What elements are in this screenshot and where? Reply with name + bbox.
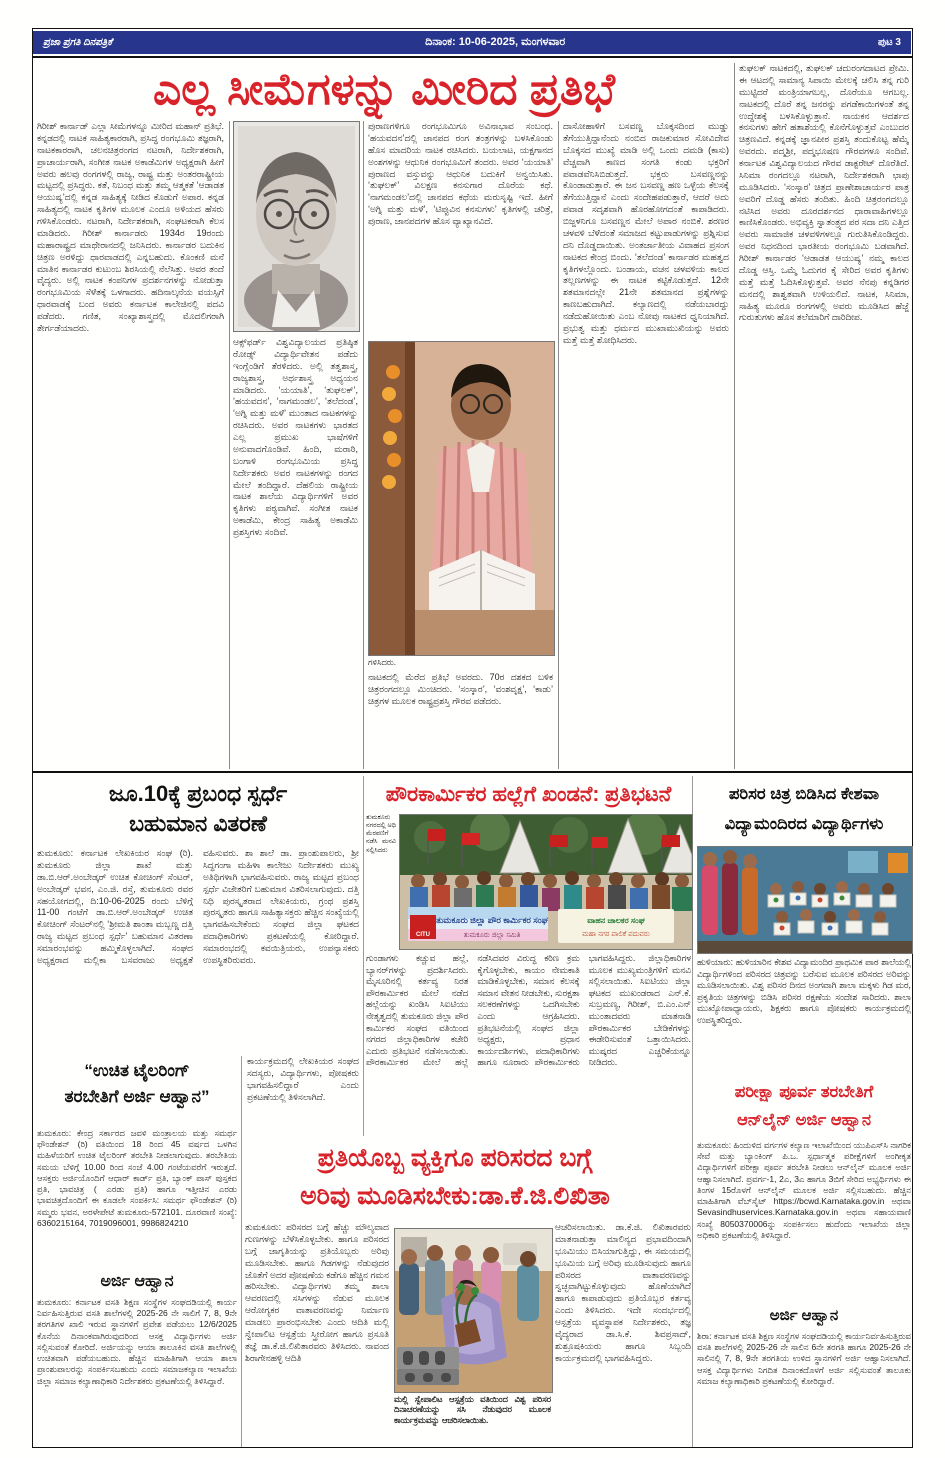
- frame-bottom-rule: [32, 1447, 913, 1448]
- protest-photo: [399, 814, 693, 950]
- application-left-body: ತುಮಕೂರು: ಕರ್ನಾಟಕ ವಸತಿ ಶಿಕ್ಷಣ ಸಂಸ್ಥೆಗಳ ಸಂಘದಡಿಯಲ್ಲಿ ಕಾರ್ಯ ನಿರ್ವಹಿಸುತ್ತಿರುವ ವಸತಿ ಶಾಲೆಗಳಲ್ಲಿ 2025-26 ನೇ ಸಾಲಿಗೆ 7, 8, 9ನೇ ತರಗತಿಗಳ ಖಾಲಿ ಇರುವ ಸ್ಥಾನಗಳಿಗೆ ಪ್ರವೇಶ ಪಡೆಯಲು 12/6/2025 ಕೊನೆಯ ದಿನಾಂಕವಾಗಿರುವುದರಿಂದ ಆಸಕ್ತ ವಿದ್ಯಾರ್ಥಿಗಳು ಅರ್ಜಿ ಸಲ್ಲಿಸುವಂತೆ ಕೋರಿದೆ. ಅರ್ಜಿಯನ್ನು ಆಯಾ ತಾಲೂಕಿನ ವಸತಿ ಶಾಲೆಗಳಲ್ಲಿ ಉಚಿತವಾಗಿ ಪಡೆಯಬಹುದು. ಹೆಚ್ಚಿನ ಮಾಹಿತಿಗಾಗಿ ಆಯಾ ಶಾಲಾ ಪ್ರಾಂಶುಪಾಲರನ್ನು ಸಂಪರ್ಕಿಸಬಹುದು ಎಂದು ಸಮಾಜಕಲ್ಯಾಣ ಇಲಾಖೆಯ ಜಿಲ್ಲಾ ಸಮಾಜ ಕಲ್ಯಾಣಾಧಿಕಾರಿ ನಿರ್ದೇಶಕರು ಪ್ರಕಟಣೆಯಲ್ಲಿ ತಿಳಿಸಿದ್ದಾರೆ.: [37, 1297, 237, 1386]
- tailoring-headline-line1: “ಉಚಿತ ಟೈಲರಿಂಗ್: [84, 1061, 190, 1080]
- application-right-headline: ಅರ್ಜಿ ಆಹ್ವಾನ: [769, 1307, 839, 1324]
- essay-story-body: ತುಮಕೂರು: ಕರ್ನಾಟಕ ಲೇಖಕಿಯರ ಸಂಘ (ರಿ). ತುಮಕೂರು ಜಿಲ್ಲಾ ಶಾಖೆ ಮತ್ತು ಡಾ.ಬಿ.ಆರ್.ಅಂಬೇಡ್ಕರ್ ಉಚಿತ ಕೋಚಿಂಗ್ ಸೆಂಟರ್, ಅಂಬೇಡ್ಕರ್ ಭವನ, ಎಂ.ಜಿ. ರಸ್ತೆ, ತುಮಕೂರು ರವರ ಸಹಯೋಗದಲ್ಲಿ, ದಿ:10-06-2025 ರಂದು ಬೆಳಿಗ್ಗೆ 11-00 ಗಂಟೆಗೆ ಡಾ.ಬಿ.ಆರ್.ಅಂಬೇಡ್ಕರ್ ಉಚಿತ ಕೋಚಿಂಗ್ ಸೆಂಟರ್‌ನಲ್ಲಿ ‘ಶ್ರೀಮತಿ ಶಾಂತಾ ಮಬ್ಬಣ್ಣ ದತ್ತಿ ರಾಜ್ಯ ಮಟ್ಟದ ಪ್ರಬಂಧ ಸ್ಪರ್ಧೆ’ ಬಹುಮಾನ ವಿತರಣಾ ಸಮಾರಂಭವನ್ನು ಹಮ್ಮಿಕೊಳ್ಳಲಾಗಿದೆ. ಸಂಘದ ಅಧ್ಯಕ್ಷರಾದ ಮಲ್ಲಿಕಾ ಬಸವರಾಜು ಅಧ್ಯಕ್ಷತೆ ವಹಿಸುವರು. ಶಾ ಶಾಲೆ ಡಾ. ಪ್ರಾಂಶುಪಾಲರು, ಶ್ರೀ ಸಿದ್ಧಗಂಗಾ ಮಹಿಳಾ ಕಾಲೇಜು ನಿರ್ದೇಶಕರು ಮುಖ್ಯ ಅತಿಥಿಗಳಾಗಿ ಭಾಗವಹಿಸುವರು. ರಾಜ್ಯ ಮಟ್ಟದ ಪ್ರಬಂಧ ಸ್ಪರ್ಧೆ ವಿಜೇತರಿಗೆ ಬಹುಮಾನ ವಿತರಿಸಲಾಗುವುದು. ದತ್ತಿ ನಿಧಿ ಪುರಸ್ಕೃತರಾದ ಲೇಖಕಿಯರು, ಗ್ರಂಥ ಪ್ರಶಸ್ತಿ ಪುರಸ್ಕೃತರು ಹಾಗೂ ಸಾಹಿತ್ಯಾಸಕ್ತರು ಹೆಚ್ಚಿನ ಸಂಖ್ಯೆಯಲ್ಲಿ ಭಾಗವಹಿಸಬೇಕೆಂದು ಸಂಘದ ಜಿಲ್ಲಾ ಘಟಕದ ಪದಾಧಿಕಾರಿಗಳು ಪ್ರಕಟಣೆಯಲ್ಲಿ ಕೋರಿದ್ದಾರೆ. ಸಮಾರಂಭದಲ್ಲಿ ಕವಯಿತ್ರಿಯರು, ಉಪನ್ಯಾಸಕರು ಉಪಸ್ಥಿತರಿರುವರು.: [37, 848, 359, 965]
- environment-headline-line1: ಪ್ರತಿಯೊಬ್ಬ ವ್ಯಕ್ತಿಗೂ ಪರಿಸರದ ಬಗ್ಗೆ: [317, 1144, 593, 1172]
- keshava-story-body: ಹುಳಿಯಾರು: ಹುಳಿಯಾರಿನ ಕೇಶವ ವಿದ್ಯಾಮಂದಿರ ಪ್ರಾಥಮಿಕ ಪಾಠ ಶಾಲೆಯಲ್ಲಿ ವಿದ್ಯಾರ್ಥಿಗಳಿಂದ ಪರಿಸರದ ಚಿತ್ರವನ್ನು ಬರೆಸುವ ಮೂಲಕ ಪರಿಸರದ ಅರಿವನ್ನು ಮೂಡಿಸಲಾಯಿತು. ವಿಶ್ವ ಪರಿಸರ ದಿನದ ಅಂಗವಾಗಿ ಶಾಲಾ ಮಕ್ಕಳು ಗಿಡ ಮರ, ಪ್ರಕೃತಿಯ ಚಿತ್ರಗಳನ್ನು ಬಿಡಿಸಿ ಪರಿಸರ ರಕ್ಷಣೆಯ ಸಂದೇಶ ಸಾರಿದರು. ಶಾಲಾ ಮುಖ್ಯೋಪಾಧ್ಯಾಯರು, ಶಿಕ್ಷಕರು ಹಾಗೂ ಪೋಷಕರು ಕಾರ್ಯಕ್ರಮದಲ್ಲಿ ಉಪಸ್ಥಿತರಿದ್ದರು.: [697, 957, 911, 1026]
- main-headline: ಎಲ್ಲ ಸೀಮೆಗಳನ್ನು ಮೀರಿದ ಪ್ರತಿಭೆ: [152, 65, 616, 114]
- man-reading-photo: [368, 341, 555, 656]
- exam-headline-line2: ಆನ್‌ಲೈನ್ ಅರ್ಜಿ ಆಹ್ವಾನ: [736, 1111, 871, 1130]
- column-divider: [734, 63, 735, 769]
- application-right-body: ಶಿರಾ: ಕರ್ನಾಟಕ ವಸತಿ ಶಿಕ್ಷಣ ಸಂಸ್ಥೆಗಳ ಸಂಘದಡಿಯಲ್ಲಿ ಕಾರ್ಯನಿರ್ವಹಿಸುತ್ತಿರುವ ವಸತಿ ಶಾಲೆಗಳಲ್ಲಿ 2025-26 ನೇ ಸಾಲಿನ 6ನೇ ತರಗತಿ ಹಾಗೂ 2025-26 ನೇ ಸಾಲಿನಲ್ಲಿ 7, 8, 9ನೇ ತರಗತಿಯ ಉಳಿದ ಸ್ಥಾನಗಳಿಗೆ ಅರ್ಜಿ ಆಹ್ವಾನಿಸಲಾಗಿದೆ. ಆಸಕ್ತ ವಿದ್ಯಾರ್ಥಿಗಳು ನಿಗದಿತ ದಿನಾಂಕದೊಳಗೆ ಅರ್ಜಿ ಸಲ್ಲಿಸುವಂತೆ ತಾಲೂಕು ಸಮಾಜ ಕಲ್ಯಾಣಾಧಿಕಾರಿ ಪ್ರಕಟಣೆಯಲ್ಲಿ ಕೋರಿದ್ದಾರೆ.: [697, 1331, 911, 1386]
- protest-banner1-sub-text: ತುಮಕೂರು ಜಿಲ್ಲಾ ಸಮಿತಿ: [463, 932, 521, 939]
- page-number: ಪುಟ 3: [877, 37, 901, 48]
- planting-photo-caption: ಮಲ್ಲಿ ಸ್ವೇಪಾಲಿಟ ಆಸ್ಪತ್ರೆಯ ವತಿಯಿಂದ ವಿಶ್ವ ಪರಿಸರ ದಿನಾಚರಣೆಯನ್ನು ಸಸಿ ನೆಡುವುದರ ಮೂಲಕ ಕಾರ್ಯಕ್ರಮವನ್ನು ಆಚರಿಸಲಾಯಿತು.: [394, 1394, 551, 1425]
- section-divider-rule: [32, 771, 913, 773]
- column-divider: [558, 121, 559, 769]
- tailoring-story-body: ತುಮಕೂರು: ಕೇಂದ್ರ ಸರ್ಕಾರದ ಜವಳಿ ಮಂತ್ರಾಲಯ ಮತ್ತು ಸಮರ್ಥ ಫೌಂಡೇಶನ್ (ರಿ) ವತಿಯಿಂದ 18 ರಿಂದ 45 ವರ್ಷದ ಒಳಗಿನ ಮಹಿಳೆಯರಿಗೆ ಉಚಿತ ಟೈಲರಿಂಗ್ ತರಬೇತಿ ನೀಡಲಾಗುವುದು. ತರಬೇತಿಯ ಸಮಯ ಬೆಳಿಗ್ಗೆ 10.00 ರಿಂದ ಸಂಜೆ 4.00 ಗಂಟೆಯವರೆಗೆ ಇರುತ್ತದೆ. ಆಸಕ್ತರು ಅರ್ಜಿಯೊಂದಿಗೆ ಆಧಾರ್ ಕಾರ್ಡ್ ಪ್ರತಿ, ಬ್ಯಾಂಕ್ ಪಾಸ್ ಪುಸ್ತಕದ ಪ್ರತಿ, ಭಾವಚಿತ್ರ ( ಎರಡು ಪ್ರತಿ) ಹಾಗೂ ಇತ್ತೀಚಿನ ಎರಡು ಭಾವಚಿತ್ರದೊಂದಿಗೆ ಈ ಕೂಡಲೇ ಸಂಪರ್ಕಿಸಿ: ಸಮರ್ಥ ಫೌಂಡೇಶನ್ (ರಿ) ಸಮ್ಮರು ಭವನ, ಅರಳೇಪೇಟೆ ತುಮಕೂರು-572101. ದೂರವಾಣಿ ಸಂಖ್ಯೆ: 6360215164, 7019096001, 9986824210: [37, 1128, 237, 1228]
- date-line: ದಿನಾಂಕ: 10-06-2025, ಮಂಗಳವಾರ: [425, 36, 566, 48]
- exam-story-body: ತುಮಕೂರು: ಹಿಂದುಳಿದ ವರ್ಗಗಳ ಕಲ್ಯಾಣ ಇಲಾಖೆಯಿಂದ ಯುಪಿಎಸ್‌ಸಿ ನಾಗರಿಕ ಸೇವೆ ಮತ್ತು ಬ್ಯಾಂಕಿಂಗ್ ಪಿ.ಒ. ಸ್ಪರ್ಧಾತ್ಮಕ ಪರೀಕ್ಷೆಗಳಿಗೆ ಅಂಗೀಕೃತ ವಿದ್ಯಾರ್ಥಿಗಳಿಗೆ ಪರೀಕ್ಷಾ ಪೂರ್ವ ತರಬೇತಿ ನೀಡಲು ಆನ್‌ಲೈನ್ ಮೂಲಕ ಅರ್ಜಿ ಆಹ್ವಾನಿಸಲಾಗಿದೆ. ಪ್ರವರ್ಗ-1, 2ಎ, 3ಎ ಹಾಗೂ 3ಬಿಗೆ ಸೇರಿದ ಅಭ್ಯರ್ಥಿಗಳು ಈ ತಿಂಗಳ 15ರೊಳಗೆ ಆನ್‌ಲೈನ್ ಮೂಲಕ ಅರ್ಜಿ ಸಲ್ಲಿಸಬಹುದು. ಹೆಚ್ಚಿನ ಮಾಹಿತಿಗಾಗಿ ವೆಬ್‌ಸೈಟ್ https://bcwd.Karnataka.gov.in ಅಥವಾ Sevasindhuservices.Karnataka.gov.in ಅಥವಾ ಸಹಾಯವಾಣಿ ಸಂಖ್ಯೆ 8050370006ನ್ನು ಸಂಪರ್ಕಿಸಲು ಹುದೆಂದು ಇಲಾಖೆಯ ಜಿಲ್ಲಾ ಅಧಿಕಾರಿ ಪ್ರಕಟಣೆಯಲ್ಲಿ ತಿಳಿಸಿದ್ದಾರೆ.: [697, 1140, 911, 1240]
- main-story-col3-top: ಪುರಾಣಗಳಿಗೂ ರಂಗಭೂಮಿಗೂ ಅವಿನಾಭಾವ ಸಂಬಂಧ. ‘ಹಯವದನ’ದಲ್ಲಿ ಜಾನಪದ ರಂಗ ತಂತ್ರಗಳನ್ನು ಬಳಸಿಕೊಂಡು ಹೊಸ ಮಾದರಿಯ ನಾಟಕ ರಚಿಸಿದರು. ಬಯಲಾಟ, ಯಕ್ಷಗಾನದ ಅಂಶಗಳನ್ನು ಆಧುನಿಕ ರಂಗಭೂಮಿಗೆ ತಂದರು. ಅವರ ‘ಯಯಾತಿ’ ಪುರಾಣದ ವಸ್ತುವನ್ನು ಆಧುನಿಕ ಬದುಕಿಗೆ ಅನ್ವಯಿಸಿತು. ‘ತುಘಲಕ್’ ವಿಲಕ್ಷಣ ಕನಸುಗಾರ ದೊರೆಯ ಕಥೆ. ‘ನಾಗಮಂಡಲ’ದಲ್ಲಿ ಜಾನಪದ ಕಥೆಯ ಮರುಸೃಷ್ಟಿ ಇದೆ. ಹೀಗೆ ‘ಅಗ್ನಿ ಮತ್ತು ಮಳೆ’, ‘ಟಿಪ್ಪುವಿನ ಕನಸುಗಳು’ ಕೃತಿಗಳಲ್ಲಿ ಚರಿತ್ರೆ, ಪುರಾಣ, ಜಾನಪದಗಳ ಹೊಸ ವ್ಯಾಖ್ಯಾನವಿದೆ.: [368, 121, 553, 226]
- column-divider: [363, 121, 364, 769]
- citu-logo-text: CITU: [416, 932, 430, 938]
- masthead-bottom-rule: [32, 56, 913, 58]
- protest-story-body: ಗುಂಡಾಗಳು ಕಚ್ಚುವ ಹಲ್ಲೆ, ಬ್ಯಾನರ್‌ಗಳನ್ನು ಪ್ರದರ್ಶಿಸಿದರು. ಮೈಸೂರಿನಲ್ಲಿ ಕರ್ತವ್ಯ ನಿರತ ಪೌರಕಾರ್ಮಿಕರ ಮೇಲೆ ನಡೆದ ಹಲ್ಲೆಯನ್ನು ಖಂಡಿಸಿ ಸಿಐಟಿಯು ನೇತೃತ್ವದಲ್ಲಿ ತುಮಕೂರು ಜಿಲ್ಲಾ ಪೌರ ಕಾರ್ಮಿಕರ ಸಂಘದ ವತಿಯಿಂದ ನಗರದ ಜಿಲ್ಲಾಧಿಕಾರಿಗಳ ಕಚೇರಿ ಎದುರು ಪ್ರತಿಭಟನೆ ನಡೆಸಲಾಯಿತು. ಪೌರಕಾರ್ಮಿಕರ ಮೇಲೆ ಹಲ್ಲೆ ನಡೆಸಿದವರ ವಿರುದ್ಧ ಕಠಿಣ ಕ್ರಮ ಕೈಗೊಳ್ಳಬೇಕು, ಕಾಯಂ ನೇಮಕಾತಿ ಮಾಡಿಕೊಳ್ಳಬೇಕು, ಸಮಾನ ಕೆಲಸಕ್ಕೆ ಸಮಾನ ವೇತನ ನೀಡಬೇಕು, ಸುರಕ್ಷತಾ ಸಲಕರಣೆಗಳನ್ನು ಒದಗಿಸಬೇಕು ಎಂದು ಆಗ್ರಹಿಸಿದರು. ಪ್ರತಿಭಟನೆಯಲ್ಲಿ ಸಂಘದ ಜಿಲ್ಲಾ ಅಧ್ಯಕ್ಷರು, ಪ್ರಧಾನ ಕಾರ್ಯದರ್ಶಿಗಳು, ಪದಾಧಿಕಾರಿಗಳು ಹಾಗೂ ನೂರಾರು ಪೌರಕಾರ್ಮಿಕರು ಭಾಗವಹಿಸಿದ್ದರು. ಜಿಲ್ಲಾಧಿಕಾರಿಗಳ ಮೂಲಕ ಮುಖ್ಯಮಂತ್ರಿಗಳಿಗೆ ಮನವಿ ಸಲ್ಲಿಸಲಾಯಿತು. ಸಿಐಟಿಯು ಜಿಲ್ಲಾ ಘಟಕದ ಮುಖಂಡರಾದ ಎನ್.ಕೆ. ಸುಬ್ರಮಣ್ಯ, ಗಿರೀಶ್, ಬಿ.ಎಂ.ಎನ್ ಮುಂತಾದವರು ಮಾತನಾಡಿ ಪೌರಕಾರ್ಮಿಕರ ಬೇಡಿಕೆಗಳನ್ನು ಈಡೇರಿಸುವಂತೆ ಒತ್ತಾಯಿಸಿದರು. ಮುಷ್ಕರದ ಎಚ್ಚರಿಕೆಯನ್ನೂ ನೀಡಿದರು.: [366, 953, 691, 1068]
- essay-headline-line1: ಜೂ.10ಕ್ಕೆ ಪ್ರಬಂಧ ಸ್ಪರ್ಧೆ: [108, 781, 288, 806]
- tree-planting-photo: [394, 1228, 553, 1393]
- students-drawing-photo: [697, 846, 913, 954]
- keshava-story-headline: [697, 780, 911, 842]
- environment-story-headline: [245, 1140, 665, 1218]
- main-story-col1: ಗಿರೀಶ್ ಕಾರ್ನಾಡ್ ಎಲ್ಲಾ ಸೀಮೆಗಳನ್ನೂ ಮೀರಿದ ಮಹಾನ್ ಪ್ರತಿಭೆ. ಕನ್ನಡದಲ್ಲಿ ನಾಟಕ ಸಾಹಿತ್ಯಕಾರರಾಗಿ, ಪ್ರಸಿದ್ಧ ರಂಗಭೂಮಿ ತಜ್ಞರಾಗಿ, ನಾಟಕಕಾರರಾಗಿ, ಚಲನಚಿತ್ರರಂಗದ ನಟರಾಗಿ, ನಿರ್ದೇಶಕರಾಗಿ, ಪ್ರಾಚಾರ್ಯರಾಗಿ, ಸಂಗೀತ ನಾಟಕ ಅಕಾಡೆಮಿಗಳ ಅಧ್ಯಕ್ಷರಾಗಿ ಹೀಗೆ ಅವರು ಹಲವು ರಂಗಗಳಲ್ಲಿ ರಾಜ್ಯ, ರಾಷ್ಟ್ರ ಮತ್ತು ಅಂತರರಾಷ್ಟ್ರೀಯ ಮಟ್ಟದಲ್ಲಿ ಪ್ರಸಿದ್ಧರು. ಕತೆ, ನಿಬಂಧ ಮತ್ತು ತಮ್ಮ ಆತ್ಮಕತೆ ‘ಆಡಾಡತ ಆಯುಷ್ಯ’ದಲ್ಲಿ ಕನ್ನಡ ಸಾಹಿತ್ಯಕ್ಕೆ ನೀಡಿದ ಕೊಡುಗೆ ಅಪಾರ. ಕನ್ನಡ ಸಾಹಿತ್ಯದಲ್ಲಿ ನಾಟಕ ಕೃತಿಗಳ ಮೂಲಕ ಎಂದೂ ಅಳಿಯದ ಹೆಸರು ಗಳಿಸಿಕೊಂಡರು. ನಟರಾಗಿ, ನಿರ್ದೇಶಕರಾಗಿ, ಸಂಘಟಕರಾಗಿ ಕೆಲಸ ಮಾಡಿದರು. ಗಿರೀಶ್ ಕಾರ್ನಾಡರು 1934ರ 19ರಂದು ಮಹಾರಾಷ್ಟ್ರದ ಮಾಥೇರಾನದಲ್ಲಿ ಜನಿಸಿದರು. ಕಾರ್ನಾಡರ ಬದುಕಿನ ಚಿತ್ರಣ ಅರಳಿದ್ದು ಧಾರವಾಡದಲ್ಲಿ ಎನ್ನಬಹುದು. ಕೊಂಕಣಿ ಮನೆ ಮಾತಿನ ಕಾರ್ನಾಡರ ಕುಟುಂಬ ಶಿರಸಿಯಲ್ಲಿ ನೆಲೆಸಿತ್ತು. ಅವರ ತಂದೆ ವೈದ್ಯರು. ಅಲ್ಲಿ ನಾಟಕ ಕಂಪನಿಗಳ ಪ್ರದರ್ಶನಗಳನ್ನು ನೋಡುತ್ತಾ ರಂಗಭೂಮಿಯ ಸೆಳೆತಕ್ಕೆ ಒಳಗಾದರು. ಹದಿನಾಲ್ಕನೆಯ ವಯಸ್ಸಿಗೆ ಧಾರವಾಡಕ್ಕೆ ಬಂದ ಅವರು ಕರ್ನಾಟಕ ಕಾಲೇಜಿನಲ್ಲಿ ಪದವಿ ಪಡೆದರು. ಗಣಿತ, ಸಂಖ್ಯಾಶಾಸ್ತ್ರದಲ್ಲಿ ಮೊದಲಿಗರಾಗಿ ತೇರ್ಗಡೆಯಾದರು.: [37, 121, 224, 333]
- tailoring-story-headline: [37, 1058, 237, 1124]
- protest-side-text: ತುಮಕೂರು ನಗರದಲ್ಲಿ ಅಧಿ ಮೆರವಣಿಗೆ ನಡೆಸಿ ಮನವಿ ಸಲ್ಲಿಸಿದರು: [366, 814, 396, 854]
- protest-story-headline: ಪೌರಕಾರ್ಮಿಕರ ಹಲ್ಲೆಗೆ ಖಂಡನೆ: ಪ್ರತಿಭಟನೆ: [385, 783, 672, 806]
- protest-photo-image: [399, 814, 693, 950]
- frame-top-rule: [32, 28, 913, 29]
- students-photo-image: [697, 846, 913, 954]
- frame-left-rule: [32, 28, 33, 1448]
- main-story-col4: ದಾಸೋಹಾಳಿಗೆ ಬಸವಣ್ಣ ಬೊಕ್ಕಸದಿಂದ ಮುಡ್ಡು ತೆಗೆಯುತ್ತಿದ್ದಾನೆಂದು ನಂಬಿದ ರಾಜಕುಮಾರ ಸೋವಿದೇವ ಬೊಕ್ಕಸದ ಮುಖ್ಯೆ ಮಾಡಿ ಅಲ್ಲಿ ಒಂದು ದಮಡಿ (ಕಾಸು) ವೆಚ್ಚವಾಗಿ ಕಾಣದ ಸಂಗತಿ ಕಂಡು ಭಕ್ತರಿಗೆ ಪವಾಡವೆನಿಸಿಬಿಡುತ್ತದೆ. ಭಕ್ತರು ಬಸವಣ್ಣನನ್ನು ಕೊಂಡಾಡುತ್ತಾರೆ. ಈ ಜನ ಬಸವಣ್ಣ ಹಣ ಒಳ್ಳೆಯ ಕೆಲಸಕ್ಕೆ ತೆಗೆಯುತ್ತಿದ್ದಾನೆ ಎಂದು ಸಂದೇಹಪಡುತ್ತಾರೆ, ಆದರೆ ಅದು ಪವಾಡ ಸದೃಶವಾಗಿ ಹೊರಹೋಗದಂತೆ ಕಾಪಾಡಿದರು. ಬಿಜ್ಜಳನಿಗೂ ಬಸವಣ್ಣನ ಮೇಲೆ ಅಪಾರ ನಂಬಿಕೆ. ಶರಣರ ಚಳವಳಿ ಬೆಳೆದಂತೆ ಸಮಾಜದ ಕಟ್ಟುಪಾಡುಗಳನ್ನು ಪ್ರಶ್ನಿಸುವ ದನಿ ದೊಡ್ಡದಾಯಿತು. ಅಂತರ್ಜಾತೀಯ ವಿವಾಹದ ಪ್ರಸಂಗ ನಾಟಕದ ಕೇಂದ್ರ ಬಿಂದು. ‘ತಲೆದಂಡ’ ಕಾರ್ನಾಡರ ಮಹತ್ವದ ಕೃತಿಗಳಲ್ಲೊಂದು. ಬಂಡಾಯ, ವಚನ ಚಳವಳಿಯ ಕಾಲದ ತಲ್ಲಣಗಳನ್ನು ಈ ನಾಟಕ ಕಟ್ಟಿಕೊಡುತ್ತದೆ. 12ನೇ ಶತಮಾನದಲ್ಲೇ 21ನೇ ಶತಮಾನದ ಪ್ರಶ್ನೆಗಳನ್ನು ಕಾಣಬಹುದಾಗಿದೆ. ಕಲ್ಯಾಣದಲ್ಲಿ ನಡೆಯಬಾರದ್ದು ನಡೆದುಹೋಯಿತು ಎಂಬ ನೋವು ನಾಟಕದ ಧ್ವನಿಯಾಗಿದೆ. ಪ್ರಭುತ್ವ ಮತ್ತು ಧರ್ಮದ ಮುಖಾಮುಖಿಯನ್ನು ಅವರು ಮತ್ತೆ ಮತ್ತೆ ಶೋಧಿಸಿದರು.: [563, 121, 729, 345]
- exam-story-headline: [697, 1078, 911, 1136]
- protest-banner2-line2: ಮಹಾ ನಗರ ಪಾಲಿಕೆ ಪದುವರು: [582, 931, 650, 938]
- essay-story-body-extra: ಕಾರ್ಯಕ್ರಮದಲ್ಲಿ ಲೇಖಕಿಯರ ಸಂಘದ ಸದಸ್ಯರು, ವಿದ್ಯಾರ್ಥಿಗಳು, ಪೋಷಕರು ಭಾಗವಹಿಸಲಿದ್ದಾರೆ ಎಂದು ಪ್ರಕಟಣೆಯಲ್ಲಿ ತಿಳಿಸಲಾಗಿದೆ.: [247, 1056, 359, 1102]
- exam-headline-line1: ಪರೀಕ್ಷಾ ಪೂರ್ವ ತರಬೇತಿಗೆ: [734, 1083, 874, 1101]
- column-divider: [363, 776, 364, 1136]
- protest-banner2-line1: ವಾಹನ ಚಾಲಕರ ಸಂಘ: [587, 916, 645, 925]
- environment-col-left: ತುಮಕೂರು: ಪರಿಸರದ ಬಗ್ಗೆ ಹೆಚ್ಚು ಮೌಲ್ಯವಾದ ಗುಣಗಳನ್ನು ಬೆಳೆಸಿಕೊಳ್ಳಬೇಕು. ಹಾಗೂ ಪರಿಸರದ ಬಗ್ಗೆ ಜಾಗೃತಿಯನ್ನು ಪ್ರತಿಯೊಬ್ಬರು ಅರಿವು ಮೂಡಿಸಬೇಕು. ಹಾಗೂ ಗಿಡಗಳನ್ನು ನೆಡುವುದರ ಜೊತೆಗೆ ಅದರ ಪೋಷಣೆಯ ಕಡೆಗೂ ಹೆಚ್ಚಿನ ಗಮನ ಹರಿಸಬೇಕು. ವಿದ್ಯಾರ್ಥಿಗಳು ತಮ್ಮ ಶಾಲಾ ಆವರಣದಲ್ಲಿ ಸಸಿಗಳನ್ನು ನೆಡುವ ಮೂಲಕ ಆರೋಗ್ಯಕರ ವಾತಾವರಣವನ್ನು ನಿರ್ಮಾಣ ಮಾಡಲು ಪ್ರಾರಂಭಿಸಬೇಕು ಎಂದು ಆದಿತಿ ಮಲ್ಲಿ ಸ್ವೇಪಾಲಿಟ ಆಸ್ಪತ್ರೆಯ ಸ್ತ್ರೀರೋಗ ಹಾಗೂ ಪ್ರಸೂತಿ ತಜ್ಞೆ ಡಾ.ಕೆ.ಜಿ.ಲಿಖಿತಾರವರು ತಿಳಿಸಿದರು. ನಾವಂದ ಶಿರಾಗೇನಹಳ್ಳಿ ಆದಿತಿ: [245, 1222, 389, 1363]
- reading-photo-caption: ಗಳಿಸಿದರು.: [368, 657, 397, 667]
- tailoring-headline-line2: ತರಬೇತಿಗೆ ಅರ್ಜಿ ಆಹ್ವಾನ”: [64, 1087, 210, 1107]
- main-story-col3-bottom: ನಾಟಕದಲ್ಲಿ ಮೆರೆದ ಪ್ರತಿಭೆ ಅವರದು. 70ರ ದಶಕದ ಬಳಿಕ ಚಿತ್ರರಂಗದಲ್ಲೂ ಮಿಂಚಿದರು. ‘ಸಂಸ್ಕಾರ’, ‘ವಂಶವೃಕ್ಷ’, ‘ಕಾಡು’ ಚಿತ್ರಗಳ ಮೂಲಕ ರಾಷ್ಟ್ರಪ್ರಶಸ್ತಿ ಗೌರವ ಪಡೆದರು.: [368, 672, 553, 706]
- keshava-headline-line2: ವಿದ್ಯಾಮಂದಿರದ ವಿದ್ಯಾರ್ಥಿಗಳು: [724, 814, 884, 833]
- environment-headline-line2: ಅರಿವು ಮೂಡಿಸಬೇಕು:ಡಾ.ಕೆ.ಜಿ.ಲಿಖಿತಾ: [300, 1181, 610, 1210]
- application-left-headline: ಅರ್ಜಿ ಆಹ್ವಾನ: [100, 1273, 174, 1290]
- column-divider: [241, 1056, 242, 1447]
- portrait-sketch-image: [233, 121, 360, 332]
- keshava-headline-line1: ಪರಿಸರ ಚಿತ್ರ ಬಿಡಿಸಿದ ಕೇಶವಾ: [728, 785, 880, 803]
- masthead-bar: [33, 31, 911, 54]
- essay-story-headline: [37, 779, 359, 843]
- planting-photo-image: [394, 1228, 553, 1393]
- environment-col-right: ಆಚರಿಸಲಾಯಿತು. ಡಾ.ಕೆ.ಜಿ. ಲಿಖಿತಾರವರು ಮಾತನಾಡುತ್ತಾ ಮಾಲಿನ್ಯದ ಪ್ರಭಾವದಿಂದಾಗಿ ಭೂಮಿಯು ಬಿಸಿಯಾಗುತ್ತಿದ್ದು, ಈ ಸಮಯದಲ್ಲಿ ಭೂಮಿಯ ಬಗ್ಗೆ ಅರಿವು ಮೂಡಿಸುವುದು ಹಾಗೂ ಪರಿಸರದ ವಾತಾವರಣವನ್ನು ಸ್ವಚ್ಛವಾಗಿಟ್ಟುಕೊಳ್ಳುವುದು ಹೊಣೆಯಾಗಿದೆ ಹಾಗೂ ಕಾಪಾಡುವುದು ಪ್ರತಿಯೊಬ್ಬರ ಕರ್ತವ್ಯ ಎಂದು ತಿಳಿಸಿದರು. ಇದೇ ಸಂದರ್ಭದಲ್ಲಿ ಆಸ್ಪತ್ರೆಯ ವ್ಯವಸ್ಥಾಪಕ ನಿರ್ದೇಶಕರು, ತಜ್ಞ ವೈದ್ಯರಾದ ಡಾ.ಸಿ.ಕೆ. ಶಿವಪ್ರಸಾದ್, ಶುಶ್ರೂಷಕಿಯರು ಹಾಗೂ ಸಿಬ್ಬಂದಿ ಕಾರ್ಯಕ್ರಮದಲ್ಲಿ ಭಾಗವಹಿಸಿದ್ದರು.: [555, 1222, 691, 1363]
- protest-banner1-text: ತುಮಕೂರು ಜಿಲ್ಲಾ ಪೌರ ಕಾರ್ಮಿಕರ ಸಂಘ: [436, 915, 548, 925]
- main-story-col2: ಆಕ್ಸ್‌ಫರ್ಡ್ ವಿಶ್ವವಿದ್ಯಾಲಯದ ಪ್ರತಿಷ್ಠಿತ ರೋಡ್ಸ್ ವಿದ್ಯಾರ್ಥಿವೇತನ ಪಡೆದು ಇಂಗ್ಲೆಂಡಿಗೆ ತೆರಳಿದರು. ಅಲ್ಲಿ ತತ್ವಶಾಸ್ತ್ರ, ರಾಜ್ಯಶಾಸ್ತ್ರ, ಅರ್ಥಶಾಸ್ತ್ರ ಅಧ್ಯಯನ ಮಾಡಿದರು. ‘ಯಯಾತಿ’, ‘ತುಘಲಕ್’, ‘ಹಯವದನ’, ‘ನಾಗಮಂಡಲ’, ‘ತಲೆದಂಡ’, ‘ಅಗ್ನಿ ಮತ್ತು ಮಳೆ’ ಮುಂತಾದ ನಾಟಕಗಳನ್ನು ರಚಿಸಿದರು. ಅವರ ನಾಟಕಗಳು ಭಾರತದ ಎಲ್ಲ ಪ್ರಮುಖ ಭಾಷೆಗಳಿಗೆ ಅನುವಾದಗೊಂಡಿವೆ. ಹಿಂದಿ, ಮರಾಠಿ, ಬಂಗಾಳಿ ರಂಗಭೂಮಿಯ ಪ್ರಸಿದ್ಧ ನಿರ್ದೇಶಕರು ಅವರ ನಾಟಕಗಳನ್ನು ರಂಗದ ಮೇಲೆ ತಂದಿದ್ದಾರೆ. ದೆಹಲಿಯ ರಾಷ್ಟ್ರೀಯ ನಾಟಕ ಶಾಲೆಯ ವಿದ್ಯಾರ್ಥಿಗಳಿಗೆ ಅವರ ಕೃತಿಗಳು ಪಠ್ಯವಾಗಿವೆ. ಸಂಗೀತ ನಾಟಕ ಅಕಾಡೆಮಿ, ಕೇಂದ್ರ ಸಾಹಿತ್ಯ ಅಕಾಡೆಮಿ ಪ್ರಶಸ್ತಿಗಳು ಸಂದಿವೆ.: [233, 337, 358, 537]
- reading-photo-image: [368, 341, 555, 656]
- girish-karnad-portrait-photo: [233, 121, 360, 332]
- essay-headline-line2: ಬಹುಮಾನ ವಿತರಣೆ: [129, 810, 267, 836]
- main-story-col5: ತುಘಲಕ್ ನಾಟಕದಲ್ಲಿ, ತುಘಲಕ್ ಚದುರಂಗದಾಟದ ಪ್ರೇಮಿ. ಈ ಆಟದಲ್ಲಿ ಸಾಮಾನ್ಯ ಸಿಪಾಯಿ ಮೇಲಕ್ಕೆ ಚಲಿಸಿ ತನ್ನ ಗುರಿ ಮುಟ್ಟಿದರೆ ಮಂತ್ರಿಯಾಗಬಲ್ಲ, ದೊರೆಯೂ ಆಗಬಲ್ಲ. ನಾಟಕದಲ್ಲಿ ದೊರೆ ತನ್ನ ಜನರನ್ನು ಪಗಡೆಕಾಯಿಗಳಂತೆ ತನ್ನ ಉದ್ದೇಶಕ್ಕೆ ಬಳಸಿಕೊಳ್ಳುತ್ತಾನೆ. ನಾಯಕನ ಆದರ್ಶದ ಕನಸುಗಳು ಹೇಗೆ ಹತಾಶೆಯಲ್ಲಿ ಕೊನೆಗೊಳ್ಳುತ್ತವೆ ಎಂಬುದರ ಚಿತ್ರಣವಿದೆ. ಕನ್ನಡಕ್ಕೆ ಜ್ಞಾನಪೀಠ ಪ್ರಶಸ್ತಿ ತಂದುಕೊಟ್ಟ ಹೆಮ್ಮೆ ಅವರದು. ಪದ್ಮಶ್ರೀ, ಪದ್ಮಭೂಷಣ ಗೌರವಗಳೂ ಸಂದಿವೆ. ಕರ್ನಾಟಕ ವಿಶ್ವವಿದ್ಯಾಲಯದ ಗೌರವ ಡಾಕ್ಟರೇಟ್ ದೊರೆತಿದೆ. ಸಿನಿಮಾ ರಂಗದಲ್ಲೂ ನಟರಾಗಿ, ನಿರ್ದೇಶಕರಾಗಿ ಛಾಪು ಮೂಡಿಸಿದರು. ‘ಸಂಸ್ಕಾರ’ ಚಿತ್ರದ ಪ್ರಾಣೇಶಾಚಾರ್ಯರ ಪಾತ್ರ ಅವರಿಗೆ ದೊಡ್ಡ ಹೆಸರು ತಂದಿತು. ಹಿಂದಿ ಚಿತ್ರರಂಗದಲ್ಲೂ ನಟಿಸಿದ ಅವರು ದೂರದರ್ಶನದ ಧಾರಾವಾಹಿಗಳಲ್ಲೂ ಕಾಣಿಸಿಕೊಂಡರು. ಅಭಿವ್ಯಕ್ತಿ ಸ್ವಾತಂತ್ರ್ಯದ ಪರ ಸದಾ ದನಿ ಎತ್ತಿದ ಅವರು ಸಾಮಾಜಿಕ ಚಳವಳಿಗಳಲ್ಲೂ ಗುರುತಿಸಿಕೊಂಡಿದ್ದರು. ಅವರ ನಿಧನದಿಂದ ಭಾರತೀಯ ರಂಗಭೂಮಿ ಬಡವಾಗಿದೆ. ಗಿರೀಶ್ ಕಾರ್ನಾಡರ ‘ಆಡಾಡತ ಆಯುಷ್ಯ’ ನಮ್ಮ ಕಾಲದ ದೊಡ್ಡ ಆಸ್ತಿ. ಒಮ್ಮೆ ಓದುಗರ ಕೈ ಸೇರಿದ ಅವರ ಕೃತಿಗಳು ಮತ್ತೆ ಮತ್ತೆ ಓದಿಸಿಕೊಳ್ಳುತ್ತವೆ. ಅವರ ನೆನಪು ಕನ್ನಡಿಗರ ಮನದಲ್ಲಿ ಶಾಶ್ವತವಾಗಿ ಉಳಿಯಲಿದೆ. ನಾಟಕ, ಸಿನಿಮಾ, ಸಾಹಿತ್ಯ ಮೂರೂ ರಂಗಗಳಲ್ಲಿ ಅವರು ಮೂಡಿಸಿದ ಹೆಜ್ಜೆ ಗುರುತುಗಳು ಹೊಸ ತಲೆಮಾರಿಗೆ ದಾರಿದೀಪ.: [739, 63, 909, 323]
- paper-name: ಪ್ರಜಾ ಪ್ರಗತಿ ದಿನಪತ್ರಿಕೆ: [43, 37, 113, 48]
- column-divider: [229, 121, 230, 769]
- frame-right-rule: [912, 28, 913, 1448]
